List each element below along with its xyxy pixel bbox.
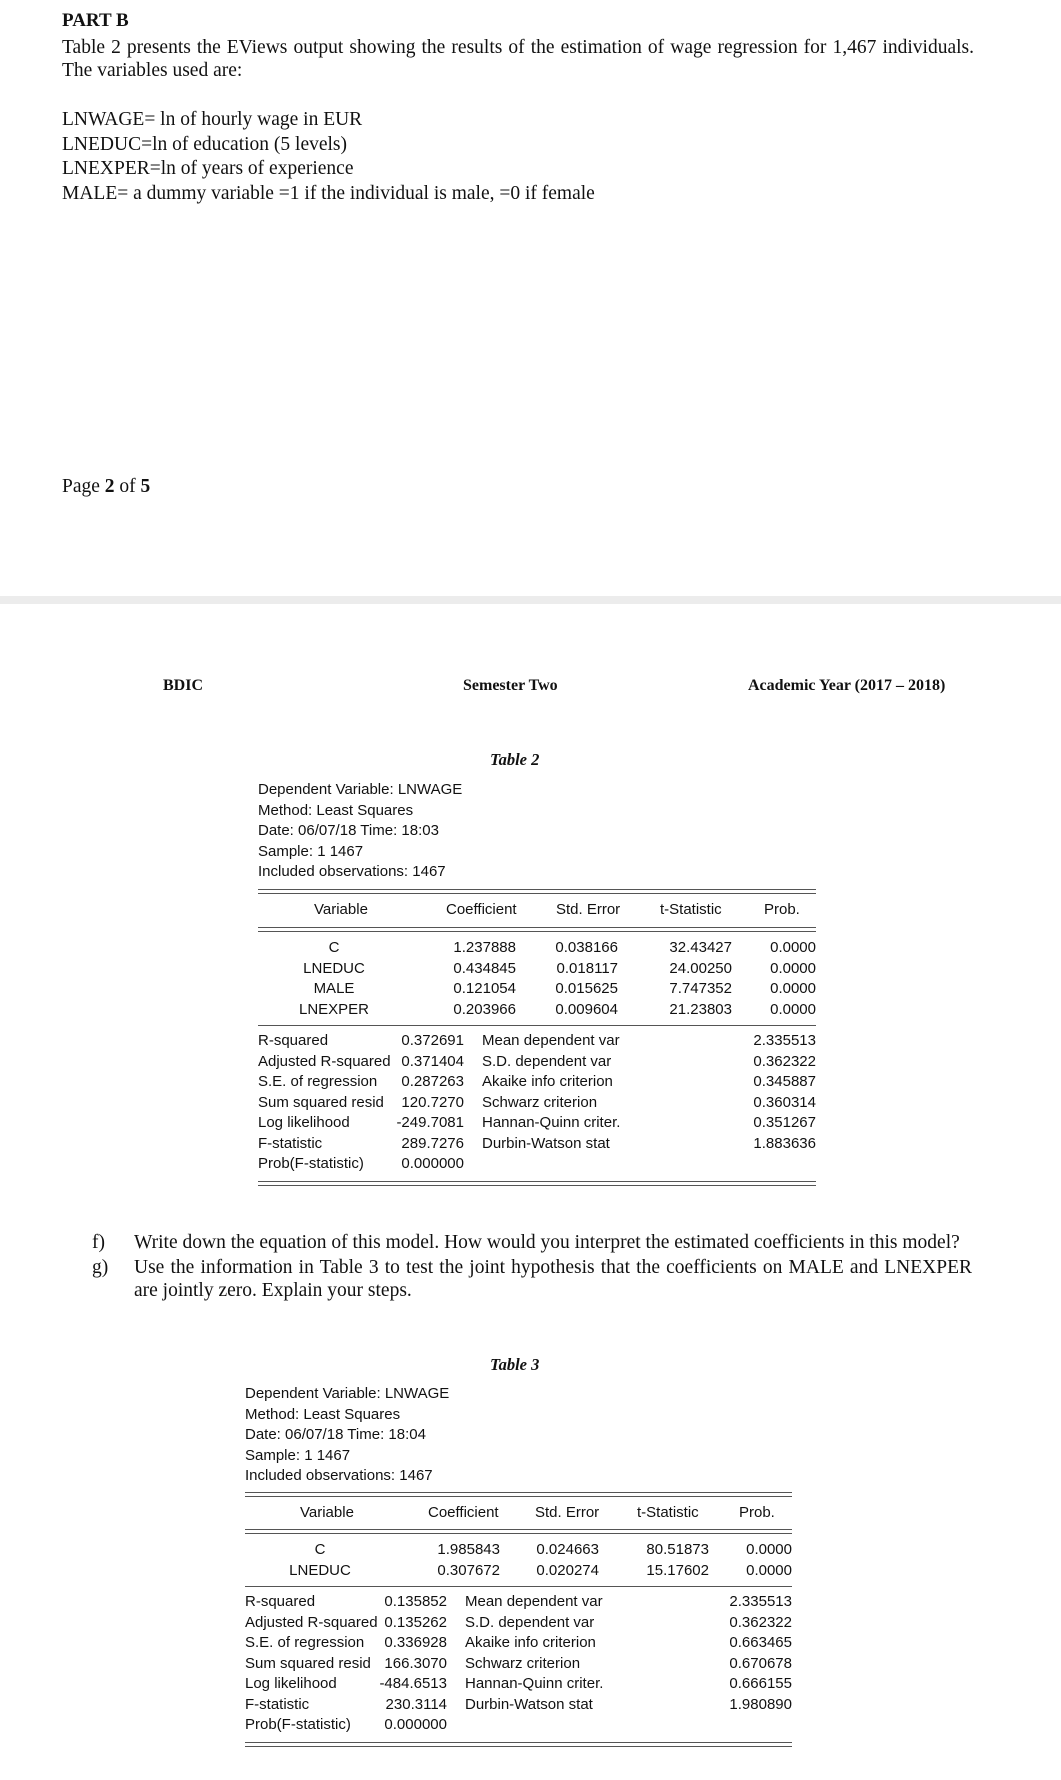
table3-coef-rows (245, 1540, 792, 1581)
cell-coefficient: 1.985843 (437, 1541, 500, 1558)
cell-variable: LNEDUC (289, 1561, 351, 1579)
stat-value: 0.362322 (729, 1613, 792, 1631)
table2-caption: Table 2 (490, 750, 540, 769)
meta-line: Sample: 1 1467 (245, 1446, 351, 1464)
cell-std-error: 0.038166 (555, 939, 618, 956)
stat-label: S.D. dependent var (482, 1052, 612, 1070)
stat-value: -249.7081 (396, 1114, 464, 1131)
cell-std-error: 0.009604 (555, 1000, 618, 1018)
cell-variable: C (314, 1541, 326, 1558)
stat-label: R-squared (258, 1032, 329, 1049)
stat-label: S.E. of regression (245, 1634, 365, 1651)
col-header: t-Statistic (660, 900, 722, 918)
col-header: Variable (314, 900, 368, 918)
cell-coefficient: 0.203966 (453, 1000, 516, 1018)
table-row (258, 959, 816, 980)
stat-value: 166.3070 (384, 1654, 447, 1672)
meta-line: Dependent Variable: LNWAGE (245, 1385, 450, 1402)
stat-value: 1.980890 (729, 1695, 792, 1713)
header-semester: Semester Two (463, 677, 558, 694)
cell-coefficient: 1.237888 (453, 939, 516, 956)
cell-std-error: 0.015625 (555, 980, 618, 997)
stats-row (245, 1654, 792, 1675)
stat-label: Sum squared resid (258, 1093, 384, 1111)
cell-prob: 0.0000 (746, 1541, 792, 1558)
meta-line: Included observations: 1467 (245, 1467, 433, 1484)
stat-label: Adjusted R-squared (258, 1052, 391, 1070)
stat-label: Akaike info criterion (482, 1073, 613, 1090)
question-label: f) (92, 1232, 105, 1253)
stat-value: 0.362322 (753, 1052, 816, 1070)
table-row (245, 1540, 792, 1561)
header-institution: BDIC (163, 677, 204, 694)
meta-line: Method: Least Squares (258, 801, 414, 819)
stat-label: F-statistic (245, 1695, 310, 1713)
question-g (92, 1256, 972, 1302)
stat-label: Mean dependent var (482, 1032, 620, 1049)
meta-line: Dependent Variable: LNWAGE (258, 781, 463, 798)
page-total: 5 (140, 476, 151, 497)
stat-value: 0.000000 (384, 1716, 447, 1733)
stat-label: Durbin-Watson stat (482, 1134, 610, 1152)
stat-value: 0.000000 (401, 1155, 464, 1172)
stat-label: Prob(F-statistic) (245, 1716, 351, 1733)
stat-label: Hannan-Quinn criter. (465, 1675, 604, 1692)
stats-row (258, 1031, 816, 1052)
question-label: g) (92, 1257, 109, 1278)
stat-value: -484.6513 (379, 1675, 447, 1692)
cell-std-error: 0.024663 (536, 1541, 599, 1558)
stats-row (245, 1613, 792, 1634)
meta-line: Sample: 1 1467 (258, 842, 364, 860)
variable-item: MALE= a dummy variable =1 if the individual is male, =0 if female (62, 182, 595, 204)
table2-header-row (258, 900, 816, 921)
stat-label: Akaike info criterion (465, 1634, 596, 1651)
stat-value: 120.7270 (401, 1093, 464, 1111)
cell-t-statistic: 32.43427 (669, 939, 732, 956)
cell-variable: LNEXPER (298, 1000, 370, 1018)
stats-row (258, 1093, 816, 1114)
stats-row (245, 1695, 792, 1716)
question-list (92, 1231, 972, 1304)
stats-row (258, 1072, 816, 1093)
stat-value: 0.666155 (729, 1675, 792, 1692)
table-row (258, 1000, 816, 1021)
col-header: Std. Error (556, 900, 621, 918)
stat-label: Prob(F-statistic) (258, 1155, 364, 1172)
cell-std-error: 0.018117 (556, 959, 618, 977)
stat-label: Sum squared resid (245, 1654, 371, 1672)
meta-line: Date: 06/07/18 Time: 18:03 (258, 822, 439, 839)
page-current: 2 (104, 476, 115, 497)
table2-bottom-rule (258, 1181, 816, 1186)
stat-value: 0.287263 (401, 1073, 464, 1090)
stats-row (258, 1052, 816, 1073)
cell-prob: 0.0000 (770, 959, 816, 977)
col-header: Variable (300, 1503, 354, 1521)
table3-header-row (245, 1503, 792, 1524)
table2-output (258, 780, 816, 1186)
cell-t-statistic: 15.17602 (646, 1561, 709, 1579)
question-text: Use the information in Table 3 to test the joint hypothesis that the coefficients on MALE and LNEXPER are jointly zero. Explain your steps. (134, 1257, 972, 1301)
stat-value: 0.336928 (384, 1634, 447, 1651)
cell-variable: MALE (313, 980, 355, 997)
table3-stats (245, 1592, 792, 1736)
stat-label: Durbin-Watson stat (465, 1695, 593, 1713)
col-header: Coefficient (428, 1503, 499, 1521)
stat-label: Schwarz criterion (482, 1093, 598, 1111)
col-header: Prob. (764, 900, 800, 918)
stat-value: 0.345887 (753, 1073, 816, 1090)
stats-row (258, 1113, 816, 1134)
stat-label: Schwarz criterion (465, 1654, 581, 1672)
question-f (92, 1231, 972, 1254)
intro-paragraph: Table 2 presents the EViews output showing the results of the estimation of wage regression for 1,467 individuals. The variables used are: (62, 37, 974, 81)
stat-label: Log likelihood (245, 1675, 337, 1692)
stat-label: Hannan-Quinn criter. (482, 1114, 621, 1131)
stats-row (258, 1134, 816, 1155)
stat-value: 230.3114 (385, 1695, 447, 1713)
stats-row (245, 1633, 792, 1654)
col-header: t-Statistic (637, 1503, 699, 1521)
page-number (62, 476, 150, 498)
stat-label: Mean dependent var (465, 1593, 603, 1610)
stat-value: 0.371404 (401, 1052, 464, 1070)
table2-coef-rows (258, 938, 816, 1020)
cell-t-statistic: 7.747352 (669, 980, 732, 997)
variable-item: LNEXPER=ln of years of experience (62, 158, 354, 179)
col-header: Prob. (739, 1503, 775, 1521)
stat-value: 1.883636 (753, 1134, 816, 1152)
cell-coefficient: 0.434845 (453, 959, 516, 977)
cell-t-statistic: 21.23803 (669, 1000, 732, 1018)
cell-variable: C (328, 939, 340, 956)
table3-bottom-rule (245, 1742, 792, 1747)
cell-coefficient: 0.121054 (453, 980, 516, 997)
stats-row (245, 1592, 792, 1613)
part-title: PART B (62, 10, 129, 31)
table2-meta (258, 780, 816, 883)
stat-value: 0.663465 (729, 1634, 792, 1651)
stat-value: 0.135262 (384, 1613, 447, 1631)
stat-label: Log likelihood (258, 1114, 350, 1131)
table-row (258, 979, 816, 1000)
page-mid: of (114, 476, 141, 497)
stats-row (245, 1715, 792, 1736)
stats-row (258, 1154, 816, 1175)
variable-item: LNWAGE= ln of hourly wage in EUR (62, 109, 363, 130)
exam-page-bottom (0, 604, 1061, 1780)
stat-value: 289.7276 (401, 1134, 464, 1152)
exam-page-top (0, 0, 1061, 596)
col-header: Coefficient (446, 900, 517, 918)
cell-std-error: 0.020274 (536, 1561, 599, 1579)
stat-value: 0.670678 (729, 1654, 792, 1672)
stat-label: Adjusted R-squared (245, 1613, 378, 1631)
stat-label: S.E. of regression (258, 1073, 378, 1090)
variable-list (62, 108, 595, 206)
stat-label: F-statistic (258, 1134, 323, 1152)
col-header: Std. Error (535, 1503, 600, 1521)
stat-value: 2.335513 (753, 1032, 816, 1049)
table-row (258, 938, 816, 959)
stat-value: 2.335513 (729, 1593, 792, 1610)
cell-variable: LNEDUC (303, 959, 365, 977)
page-prefix: Page (62, 476, 105, 497)
cell-prob: 0.0000 (770, 939, 816, 956)
page-separator (0, 596, 1061, 604)
meta-line: Method: Least Squares (245, 1405, 401, 1423)
meta-line: Included observations: 1467 (258, 863, 446, 880)
table2-stats (258, 1031, 816, 1175)
stat-value: 0.135852 (384, 1593, 447, 1610)
cell-prob: 0.0000 (746, 1561, 792, 1579)
cell-t-statistic: 24.00250 (669, 959, 732, 977)
cell-t-statistic: 80.51873 (646, 1541, 709, 1558)
cell-prob: 0.0000 (770, 1000, 816, 1018)
stat-value: 0.351267 (753, 1114, 816, 1131)
stat-label: S.D. dependent var (465, 1613, 595, 1631)
table3-output (245, 1384, 792, 1747)
meta-line: Date: 06/07/18 Time: 18:04 (245, 1426, 426, 1443)
variable-item: LNEDUC=ln of education (5 levels) (62, 133, 348, 155)
cell-coefficient: 0.307672 (437, 1561, 500, 1579)
header-academic-year: Academic Year (2017 – 2018) (748, 677, 946, 694)
stats-row (245, 1674, 792, 1695)
stat-value: 0.372691 (401, 1032, 464, 1049)
cell-prob: 0.0000 (770, 980, 816, 997)
stat-value: 0.360314 (753, 1093, 816, 1111)
table3-caption: Table 3 (490, 1355, 540, 1374)
stat-label: R-squared (245, 1593, 316, 1610)
table-row (245, 1561, 792, 1582)
table3-meta (245, 1384, 792, 1487)
question-text: Write down the equation of this model. How would you interpret the estimated coefficients in this model? (134, 1232, 960, 1253)
